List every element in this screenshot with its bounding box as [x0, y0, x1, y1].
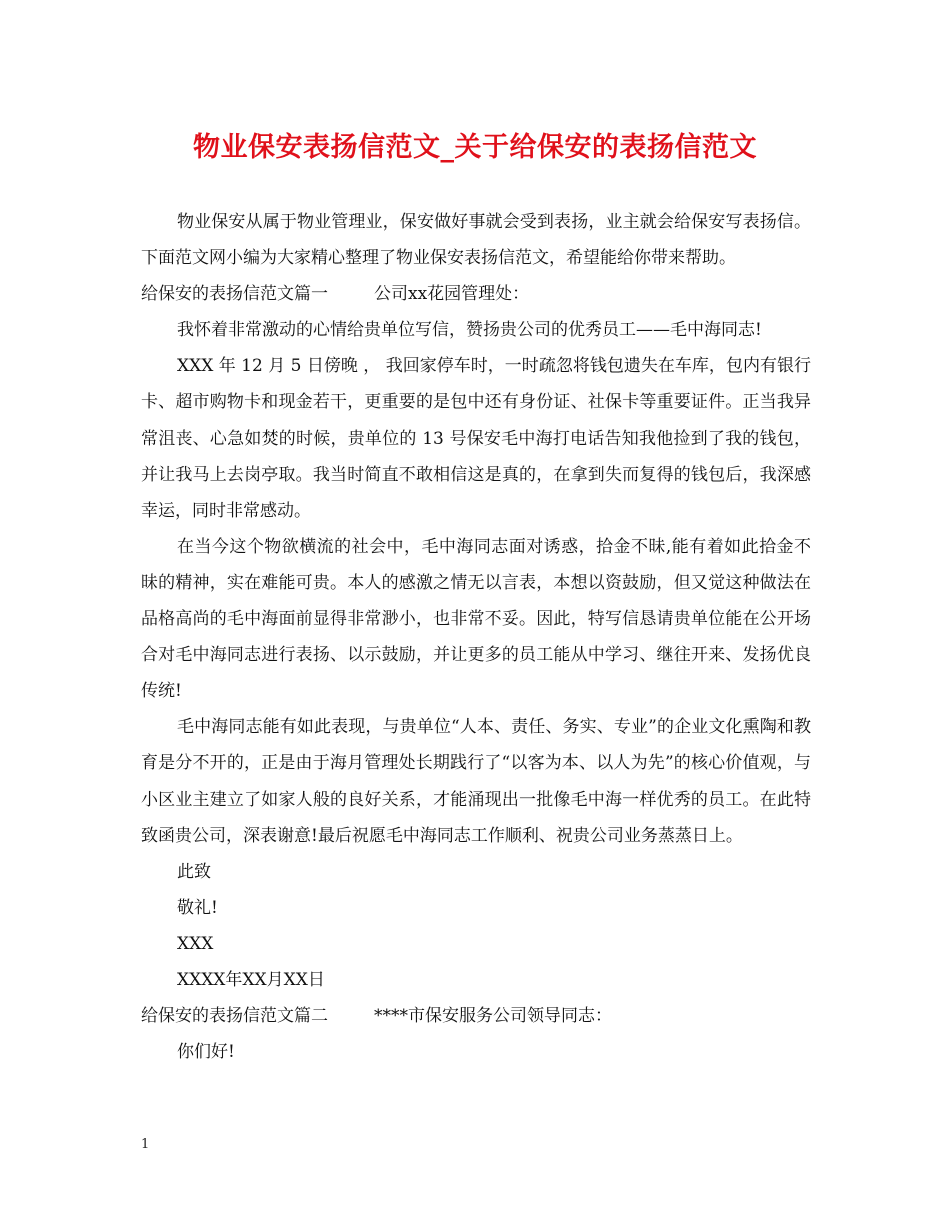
- letter1-recipient: 公司xx花园管理处：: [374, 284, 530, 305]
- letter1-date: XXXX年XX月XX日: [177, 969, 325, 990]
- letter2-heading-line: [141, 998, 811, 1034]
- letter1-heading-line: [141, 276, 811, 312]
- letter1-signature: XXX: [177, 933, 214, 954]
- page-number: 1: [141, 1137, 150, 1152]
- letter1-heading: 给保安的表扬信范文篇一: [141, 284, 328, 305]
- letter1-paragraph-2: XXX 年 12 月 5 日傍晚 ， 我回家停车时，一时疏忽将钱包遗失在车库，包内有银行卡、超市购物卡和现金若干，更重要的是包中还有身份证、社保卡等重要证件。正当我异常沮丧、心急如焚的时候，贵单位的 13 号保安毛中海打电话告知我他捡到了我的钱包，并让我马上去岗亭取。我当时简直不敢相信这是真的，在拿到失而复得的钱包后，我深感幸运，同时非常感动。: [141, 356, 811, 521]
- letter2-greeting: 你们好!: [177, 1042, 235, 1063]
- letter1-paragraph-4: 毛中海同志能有如此表现，与贵单位“人本、责任、务实、专业”的企业文化熏陶和教育是分不开的，正是由于海月管理处长期践行了“以客为本、以人为先”的核心价值观，与小区业主建立了如家人般的良好关系，才能涌现出一批像毛中海一样优秀的员工。在此特致函贵公司，深表谢意!最后祝愿毛中海同志工作顺利、祝贵公司业务蒸蒸日上。: [141, 717, 811, 846]
- document-title: 物业保安表扬信范文_关于给保安的表扬信范文: [193, 132, 757, 163]
- letter1-paragraph-3: 在当今这个物欲横流的社会中，毛中海同志面对诱惑，拾金不昧,能有着如此拾金不昧的精神，实在难能可贵。本人的感激之情无以言表，本想以资鼓励，但又觉这种做法在品格高尚的毛中海面前显得非常渺小，也非常不妥。因此，特写信恳请贵单位能在公开场合对毛中海同志进行表扬、以示鼓励，并让更多的员工能从中学习、继往开来、发扬优良传统!: [141, 536, 811, 702]
- document-body: [141, 204, 811, 1070]
- letter1-closing-2: 敬礼!: [177, 897, 218, 918]
- letter1-closing-1: 此致: [177, 861, 211, 882]
- letter1-paragraph-1: 我怀着非常激动的心情给贵单位写信，赞扬贵公司的优秀员工——毛中海同志!: [177, 320, 762, 341]
- letter2-heading: 给保安的表扬信范文篇二: [141, 1006, 328, 1027]
- letter2-recipient: ****市保安服务公司领导同志：: [374, 1006, 612, 1027]
- intro-paragraph: 物业保安从属于物业管理业，保安做好事就会受到表扬，业主就会给保安写表扬信。下面范文网小编为大家精心整理了物业保安表扬信范文，希望能给你带来帮助。: [141, 212, 811, 269]
